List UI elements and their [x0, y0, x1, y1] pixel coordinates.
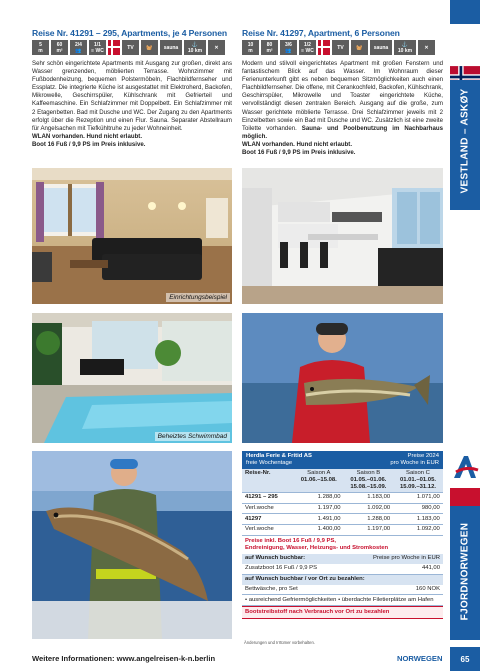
left-description: Sehr schön eingerichtete Apartments mit Ausgang zur großen, direkt ans Wasser grenzenden, möblierten Terrasse. Wohnzimmer mit Fußbodenheizung, bequemen Polstermöbeln, Flachbildfernseher und Essplatz. Die integrierte Küche ist ausgestattet mit Elektroherd, Backofen, Mikrowelle, Geschirrspüler, Kühlschrank mit Gefrierteil und Kaffeemaschine. Ein Schlafzimmer mit Doppelbett. Ein Schlafzimmer mit 2 Etagenbetten. Bad mit Dusche und WC. Der Zugang zu den Apartments erfolgt über die Rezeption und einen Flur. Sauna. Separater Abstellraum für Angelsachen mit Tiefkühltruhe zu jeder Wohneinheit. WLAN vorhanden. Hund nicht erlaubt. Boot 16 Fuß / 9,9 PS im Preis inklusive.	[32, 60, 232, 148]
col-head-reise: Reise-Nr.	[245, 470, 271, 477]
provider-name: Herdla Ferie & Fritid AS	[246, 453, 312, 459]
price-table	[242, 451, 443, 619]
norway-flag-box	[450, 24, 480, 64]
right-description: Modern und stilvoll eingerichtetes Apartment mit großen Fenstern und fantastischem Blick auf das Wasser. Im Wohnraum dieser Ferienunterkunft gibt es neben bequemen Sitzmöglichkeiten auch einen Flachbildfernseher. Die offene, mit Cerankochfeld, Backofen, Kühlschrank, Geschirrspüler, Mikrowelle und Toaster eingerichtete Küche, vervollständigt diesen zentralen Bereich. Ausgang auf die große, zum Wasser gerichtete möblierte Terrasse. Drei Schlafzimmer jeweils mit 2 Einzelbetten sowie ein Bad mit Dusche und WC. Zusätzlich ist eine zweite Toilette vorhanden. Sauna- und Poolbenutzung im Nachbarhaus möglich. WLAN vorhanden. Hund nicht erlaubt. Boot 16 Fuß / 9,9 PS im Preis inklusive.	[242, 60, 443, 157]
facilities-bullets: • ausreichend Gefriermöglichkeiten • überdachte Filetierplätze am Hafen	[242, 595, 443, 606]
left-listing-title: Reise Nr. 41291 – 295, Apartments, je 4 Personen	[32, 28, 228, 38]
footer-website: Weitere Informationen: www.angelreisen-k-n.berlin	[32, 654, 216, 663]
price-table-header	[242, 451, 443, 469]
price-cell: Verl.woche	[245, 526, 274, 533]
price-cell: 1.288,00	[317, 493, 341, 500]
right-amenity-icon: ✕	[418, 40, 435, 55]
left-amenity-icon: 5 m	[32, 40, 49, 55]
sidebar-top-block	[450, 0, 480, 24]
right-listing-title: Reise Nr. 41297, Apartment, 6 Personen	[242, 28, 400, 38]
disclaimer-note: Änderungen und Irrtümer vorbehalten.	[244, 640, 315, 645]
price-row	[242, 493, 443, 504]
left-amenity-icon: TV	[122, 40, 139, 55]
pool-photo	[32, 313, 232, 443]
angler-photo-right	[242, 313, 443, 443]
price-row	[242, 504, 443, 515]
right-amenity-icon: ⚓ 10 km	[394, 40, 416, 55]
fuel-note: Bootstreibstoff nach Verbrauch vor Ort zu bezahlen	[242, 606, 443, 618]
pool-caption: Beheiztes Schwimmbad	[155, 432, 230, 441]
country-label: FJORDNORWEGEN	[459, 522, 471, 621]
left-flag-icon	[108, 40, 120, 55]
left-amenity-icon: ✕	[208, 40, 225, 55]
brand-logo-icon	[450, 452, 480, 482]
season-b: Saison B 01.05.–01.06. 15.08.–15.09.	[350, 470, 387, 490]
price-cell: 41291 – 295	[245, 493, 278, 500]
extra-boat-row: Zusatzboot 16 Fuß / 9,9 PS 441,00	[242, 564, 443, 575]
price-rows	[242, 493, 443, 536]
right-amenity-icon: sauna	[370, 40, 392, 55]
price-cell: 1.183,00	[367, 493, 391, 500]
footer-country: NORWEGEN	[397, 654, 443, 663]
left-amenity-icon: 1/1 ≡ WC	[89, 40, 106, 55]
price-row	[242, 514, 443, 525]
right-amenity-icon: 3/6 👥	[280, 40, 297, 55]
price-inclusions: Preise inkl. Boot 16 Fuß / 9,9 PS, Endreinigung, Wasser, Heizungs- und Stromkosten	[245, 537, 389, 552]
price-cell: 1.183,00	[416, 515, 440, 522]
page-number: 65	[450, 647, 480, 671]
angler-photo-left	[32, 451, 232, 639]
price-cell: 1.491,00	[317, 515, 341, 522]
linen-row: Bettwäsche, pro Set 160 NOK	[242, 585, 443, 596]
sidebar-region-block	[450, 80, 480, 210]
region-label: VESTLAND – ASKØY	[459, 88, 471, 194]
left-amenity-icon: sauna	[160, 40, 182, 55]
right-amenity-icon: 10 m	[242, 40, 259, 55]
brand-logo	[450, 452, 480, 482]
right-amenity-icon: 🧺	[351, 40, 368, 55]
left-amenity-icon: ⚓ 10 km	[184, 40, 206, 55]
season-c: Saison C 01.01.–01.05. 15.09.–31.12.	[399, 470, 436, 490]
right-amenity-icon: 80 m²	[261, 40, 278, 55]
season-header-row	[242, 469, 443, 493]
price-cell: 1.288,00	[367, 515, 391, 522]
interior-photo	[32, 168, 232, 304]
right-amenity-icons	[242, 40, 435, 55]
price-cell: Verl.woche	[245, 504, 274, 511]
price-cell: 41297	[245, 515, 262, 522]
provider-sub: freie Wochentage	[246, 460, 293, 466]
price-unit: pro Woche in EUR	[390, 460, 439, 466]
price-year: Preise 2024	[407, 453, 439, 459]
left-amenity-icon: 🧺	[141, 40, 158, 55]
price-cell: 1.197,00	[367, 526, 391, 533]
price-cell: 1.092,00	[416, 526, 440, 533]
price-cell: 1.400,00	[317, 526, 341, 533]
right-amenity-icon: TV	[332, 40, 349, 55]
left-amenity-icons	[32, 40, 225, 55]
price-cell: 1.092,00	[367, 504, 391, 511]
apartment-photo	[242, 168, 443, 304]
price-cell: 980,00	[421, 504, 440, 511]
wish-section-header: auf Wunsch buchbar: Preise pro Woche in EUR	[242, 554, 443, 564]
local-section-header: auf Wunsch buchbar / vor Ort zu bezahlen:	[242, 575, 443, 585]
sidebar-red-stripe	[450, 488, 480, 506]
sidebar-country-block	[450, 506, 480, 640]
right-amenity-icon: 1/2 ≡ WC	[299, 40, 316, 55]
price-cell: 1.197,00	[317, 504, 341, 511]
right-flag-icon	[318, 40, 330, 55]
left-amenity-icon: 2/4 👥	[70, 40, 87, 55]
price-cell: 1.071,00	[416, 493, 440, 500]
price-row	[242, 525, 443, 536]
left-amenity-icon: 60 m²	[51, 40, 68, 55]
interior-caption: Einrichtungsbeispiel	[166, 293, 230, 302]
season-a: Saison A 01.06.–15.08.	[300, 470, 337, 483]
